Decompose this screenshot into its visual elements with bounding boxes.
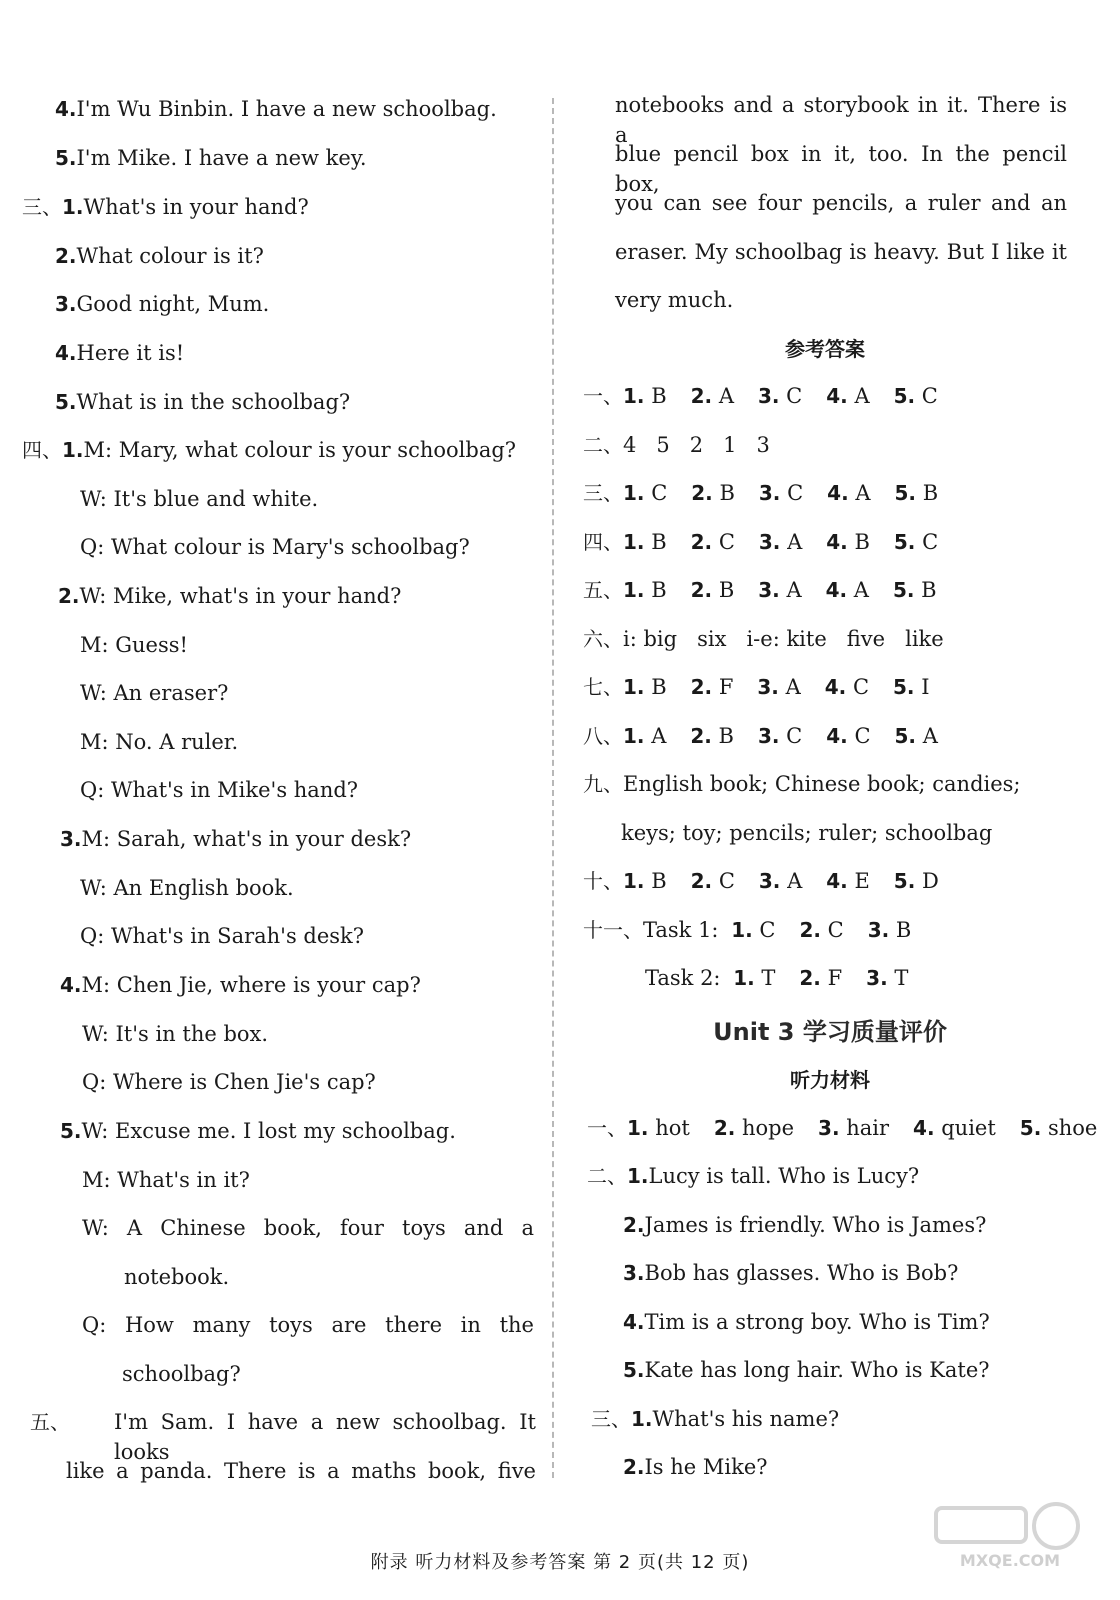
- answer-item: 4. A: [825, 578, 869, 602]
- answer-row: [583, 478, 962, 508]
- watermark-text: MXQE.COM: [959, 1551, 1061, 1570]
- answer-item: 4. quiet: [913, 1116, 996, 1140]
- text-line: Q: What colour is Mary's schoolbag?: [80, 535, 470, 559]
- text-line: 二、1.Lucy is tall. Who is Lucy?: [587, 1164, 920, 1188]
- answer-item: 3. C: [757, 384, 803, 408]
- text-line: 5.W: Excuse me. I lost my schoolbag.: [60, 1119, 456, 1143]
- answer-item: 1. C: [623, 481, 668, 505]
- column-divider: [552, 98, 554, 1478]
- text-line: 五、: [30, 1410, 70, 1434]
- answer-row: [645, 963, 932, 993]
- text-line: 三、1.What's his name?: [591, 1407, 840, 1431]
- text-line: 3.M: Sarah, what's in your desk?: [60, 827, 412, 851]
- answer-row: 二、4 5 2 1 3: [583, 433, 770, 457]
- text-line: 5.What is in the schoolbag?: [55, 390, 351, 414]
- text-line: 4.Here it is!: [55, 341, 185, 365]
- text-line: schoolbag?: [122, 1362, 241, 1386]
- answer-item: 2. B: [691, 481, 735, 505]
- watermark-logo: [928, 1500, 1093, 1572]
- answer-row: [583, 672, 954, 702]
- answer-item: 3. hair: [818, 1116, 890, 1140]
- section-marker: 八、: [583, 724, 623, 748]
- answer-item: 2. B: [690, 724, 734, 748]
- answer-item: 5. C: [893, 530, 939, 554]
- text-line: Q: What's in Mike's hand?: [80, 778, 359, 802]
- text-line: like a panda. There is a maths book, five: [66, 1459, 536, 1483]
- text-line: eraser. My schoolbag is heavy. But I like it: [615, 240, 1067, 264]
- answer-item: 3. T: [866, 966, 909, 990]
- answer-item: 1. B: [623, 675, 667, 699]
- answer-item: 2. hope: [713, 1116, 795, 1140]
- section-marker: 三、: [583, 481, 623, 505]
- answer-row: [587, 1113, 1120, 1143]
- answer-item: 5. B: [892, 578, 937, 602]
- listening-heading: 听力材料: [790, 1068, 870, 1092]
- answer-item: 1. B: [623, 384, 667, 408]
- answer-row: [583, 915, 935, 945]
- answer-item: 3. C: [758, 481, 804, 505]
- answer-item: 3. A: [758, 869, 803, 893]
- answer-item: 2. B: [690, 578, 735, 602]
- answer-item: 4. A: [827, 481, 871, 505]
- text-line: W: A Chinese book, four toys and a: [82, 1216, 534, 1240]
- text-line: 3.Bob has glasses. Who is Bob?: [623, 1261, 959, 1285]
- text-line: M: What's in it?: [82, 1168, 250, 1192]
- text-line: 4.M: Chen Jie, where is your cap?: [60, 973, 421, 997]
- text-line: 3.Good night, Mum.: [55, 292, 270, 316]
- answer-item: 2. F: [690, 675, 734, 699]
- text-line: Q: What's in Sarah's desk?: [80, 924, 365, 948]
- answer-row: [583, 721, 962, 751]
- answer-item: 2. C: [799, 918, 844, 942]
- answer-item: 1. A: [623, 724, 667, 748]
- text-line: 4.Tim is a strong boy. Who is Tim?: [623, 1310, 990, 1334]
- answer-item: 4. A: [826, 384, 870, 408]
- answers-heading: 参考答案: [785, 337, 865, 361]
- answer-item: 5. shoe: [1019, 1116, 1098, 1140]
- text-line: very much.: [615, 288, 734, 312]
- text-line: 2.James is friendly. Who is James?: [623, 1213, 987, 1237]
- answer-item: 2. C: [690, 869, 735, 893]
- text-line: Q: How many toys are there in the: [82, 1313, 534, 1337]
- answer-item: 2. C: [690, 530, 735, 554]
- answer-row: keys; toy; pencils; ruler; schoolbag: [621, 821, 993, 845]
- text-line: 三、1.What's in your hand?: [22, 195, 309, 219]
- answer-item: 2. F: [799, 966, 843, 990]
- section-marker: 五、: [583, 578, 623, 602]
- answer-row: 九、English book; Chinese book; candies;: [583, 772, 1021, 796]
- answer-row: [583, 575, 961, 605]
- answer-row: [583, 527, 962, 557]
- answer-item: 5. D: [893, 869, 939, 893]
- text-line: I'm Sam. I have a new schoolbag. It looks: [114, 1410, 536, 1464]
- text-line: 2.Is he Mike?: [623, 1455, 768, 1479]
- task-label: Task 2:: [645, 966, 728, 990]
- text-line: notebooks and a storybook in it. There is a: [615, 93, 1067, 147]
- section-marker: 一、: [587, 1116, 627, 1140]
- text-line: you can see four pencils, a ruler and an: [615, 191, 1067, 215]
- text-line: notebook.: [124, 1265, 230, 1289]
- text-line: 2.W: Mike, what's in your hand?: [58, 584, 402, 608]
- text-line: 四、1.M: Mary, what colour is your schoolbag?: [22, 438, 517, 462]
- text-line: blue pencil box in it, too. In the pencil box,: [615, 142, 1067, 196]
- answer-item: 1. B: [623, 869, 667, 893]
- section-marker: 七、: [583, 675, 623, 699]
- answer-item: 4. C: [826, 724, 871, 748]
- answer-item: 3. A: [757, 675, 801, 699]
- answer-item: 1. B: [623, 530, 667, 554]
- text-line: W: An eraser?: [80, 681, 229, 705]
- section-marker: 四、: [583, 530, 623, 554]
- answer-item: 4. C: [824, 675, 870, 699]
- answer-item: 1. B: [623, 578, 667, 602]
- section-marker: 十、: [583, 869, 623, 893]
- text-line: M: Guess!: [80, 633, 188, 657]
- text-line: 5.I'm Mike. I have a new key.: [55, 146, 367, 170]
- answer-row: [583, 866, 963, 896]
- answer-item: 3. B: [867, 918, 912, 942]
- unit-heading: Unit 3 学习质量评价: [713, 1018, 947, 1046]
- answer-item: 3. A: [758, 530, 803, 554]
- section-marker: 十一、: [583, 918, 643, 942]
- text-line: 4.I'm Wu Binbin. I have a new schoolbag.: [55, 97, 497, 121]
- answer-item: 5. I: [893, 675, 930, 699]
- answer-item: 4. E: [826, 869, 870, 893]
- answer-item: 2. A: [690, 384, 734, 408]
- answer-item: 4. B: [826, 530, 870, 554]
- answer-row: 六、i: big six i-e: kite five like: [583, 627, 944, 651]
- answer-item: 5. C: [893, 384, 938, 408]
- text-line: 2.What colour is it?: [55, 244, 264, 268]
- text-line: W: It's in the box.: [82, 1022, 269, 1046]
- text-line: M: No. A ruler.: [80, 730, 239, 754]
- page-footer: 附录 听力材料及参考答案 第 2 页(共 12 页): [370, 1552, 750, 1573]
- answer-item: 3. C: [757, 724, 803, 748]
- text-line: W: It's blue and white.: [80, 487, 319, 511]
- text-line: Q: Where is Chen Jie's cap?: [82, 1070, 376, 1094]
- answer-item: 1. C: [731, 918, 776, 942]
- answer-item: 1. hot: [627, 1116, 690, 1140]
- answer-item: 5. A: [894, 724, 938, 748]
- text-line: 5.Kate has long hair. Who is Kate?: [623, 1358, 990, 1382]
- answer-item: 1. T: [733, 966, 776, 990]
- answer-item: 5. B: [894, 481, 939, 505]
- section-marker: 一、: [583, 384, 623, 408]
- task-label: Task 1:: [643, 918, 726, 942]
- text-line: W: An English book.: [80, 876, 294, 900]
- answer-row: [583, 381, 962, 411]
- answer-item: 3. A: [758, 578, 802, 602]
